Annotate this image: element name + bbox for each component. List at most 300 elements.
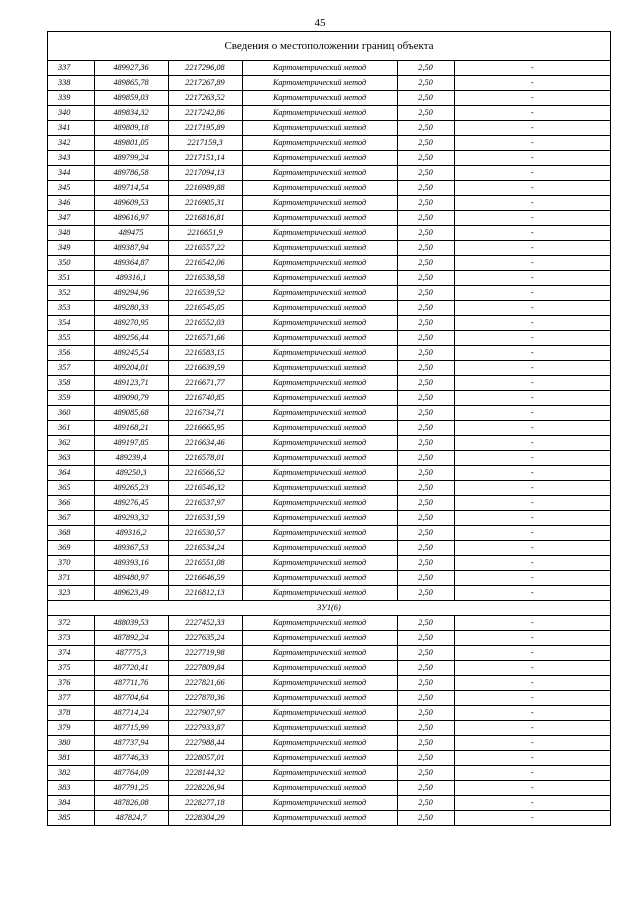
method-cell: Картометрический метод	[242, 331, 397, 346]
method-cell: Картометрический метод	[242, 226, 397, 241]
method-cell: Картометрический метод	[242, 316, 397, 331]
description-cell: -	[454, 721, 610, 736]
point-number: 355	[48, 331, 94, 346]
table-row	[48, 811, 610, 826]
description-cell: -	[454, 391, 610, 406]
method-cell: Картометрический метод	[242, 511, 397, 526]
method-cell: Картометрический метод	[242, 736, 397, 751]
coord-y: 2216545,05	[168, 301, 242, 316]
table-row	[48, 586, 610, 601]
table-row	[48, 526, 610, 541]
description-cell: -	[454, 436, 610, 451]
description-cell: -	[454, 751, 610, 766]
table-row	[48, 166, 610, 181]
description-cell: -	[454, 136, 610, 151]
point-number: 370	[48, 556, 94, 571]
method-cell: Картометрический метод	[242, 496, 397, 511]
coord-x: 489786,58	[94, 166, 168, 181]
coord-y: 2216639,59	[168, 361, 242, 376]
accuracy-cell: 2,50	[397, 331, 454, 346]
coord-x: 489393,16	[94, 556, 168, 571]
coord-x: 487791,25	[94, 781, 168, 796]
method-cell: Картометрический метод	[242, 691, 397, 706]
coord-x: 489859,03	[94, 91, 168, 106]
description-cell: -	[454, 196, 610, 211]
accuracy-cell: 2,50	[397, 136, 454, 151]
coord-x: 487720,41	[94, 661, 168, 676]
table-row	[48, 256, 610, 271]
table-row	[48, 121, 610, 136]
table-row	[48, 661, 610, 676]
method-cell: Картометрический метод	[242, 421, 397, 436]
point-number: 385	[48, 811, 94, 826]
method-cell: Картометрический метод	[242, 121, 397, 136]
accuracy-cell: 2,50	[397, 571, 454, 586]
point-number: 358	[48, 376, 94, 391]
method-cell: Картометрический метод	[242, 286, 397, 301]
accuracy-cell: 2,50	[397, 151, 454, 166]
coord-y: 2227635,24	[168, 631, 242, 646]
coord-y: 2227870,36	[168, 691, 242, 706]
table-row	[48, 436, 610, 451]
point-number: 350	[48, 256, 94, 271]
coord-x: 489623,49	[94, 586, 168, 601]
coord-y: 2216546,32	[168, 481, 242, 496]
accuracy-cell: 2,50	[397, 556, 454, 571]
coord-y: 2228226,94	[168, 781, 242, 796]
table-row	[48, 196, 610, 211]
coord-x: 489204,01	[94, 361, 168, 376]
method-cell: Картометрический метод	[242, 481, 397, 496]
method-cell: Картометрический метод	[242, 466, 397, 481]
table-row	[48, 721, 610, 736]
point-number: 374	[48, 646, 94, 661]
method-cell: Картометрический метод	[242, 256, 397, 271]
point-number: 344	[48, 166, 94, 181]
table-row	[48, 241, 610, 256]
point-number: 362	[48, 436, 94, 451]
coord-x: 487824,7	[94, 811, 168, 826]
method-cell: Картометрический метод	[242, 676, 397, 691]
coord-x: 487746,33	[94, 751, 168, 766]
coord-x: 489367,53	[94, 541, 168, 556]
coord-x: 489801,05	[94, 136, 168, 151]
coord-x: 489168,21	[94, 421, 168, 436]
point-number: 376	[48, 676, 94, 691]
table-row	[48, 646, 610, 661]
point-number: 340	[48, 106, 94, 121]
coord-y: 2228304,29	[168, 811, 242, 826]
method-cell: Картометрический метод	[242, 451, 397, 466]
coord-y: 2227809,84	[168, 661, 242, 676]
point-number: 353	[48, 301, 94, 316]
accuracy-cell: 2,50	[397, 541, 454, 556]
coord-y: 2216539,52	[168, 286, 242, 301]
method-cell: Картометрический метод	[242, 61, 397, 76]
coord-x: 487711,76	[94, 676, 168, 691]
accuracy-cell: 2,50	[397, 121, 454, 136]
point-number: 352	[48, 286, 94, 301]
coord-x: 489090,79	[94, 391, 168, 406]
coord-y: 2216534,24	[168, 541, 242, 556]
accuracy-cell: 2,50	[397, 301, 454, 316]
description-cell: -	[454, 361, 610, 376]
description-cell: -	[454, 496, 610, 511]
method-cell: Картометрический метод	[242, 781, 397, 796]
description-cell: -	[454, 796, 610, 811]
description-cell: -	[454, 331, 610, 346]
coord-x: 489123,71	[94, 376, 168, 391]
description-cell: -	[454, 346, 610, 361]
accuracy-cell: 2,50	[397, 406, 454, 421]
description-cell: -	[454, 151, 610, 166]
point-number: 383	[48, 781, 94, 796]
method-cell: Картометрический метод	[242, 361, 397, 376]
point-number: 357	[48, 361, 94, 376]
coord-y: 2216905,31	[168, 196, 242, 211]
coord-x: 489245,54	[94, 346, 168, 361]
coord-y: 2216542,06	[168, 256, 242, 271]
coordinates-table	[48, 61, 610, 826]
coord-y: 2227452,33	[168, 616, 242, 631]
point-number: 338	[48, 76, 94, 91]
method-cell: Картометрический метод	[242, 136, 397, 151]
point-number: 365	[48, 481, 94, 496]
coord-y: 2216651,9	[168, 226, 242, 241]
table-row	[48, 421, 610, 436]
accuracy-cell: 2,50	[397, 721, 454, 736]
coord-y: 2216812,13	[168, 586, 242, 601]
description-cell: -	[454, 181, 610, 196]
coord-x: 489256,44	[94, 331, 168, 346]
accuracy-cell: 2,50	[397, 706, 454, 721]
table-body-part2	[48, 616, 610, 826]
coord-y: 2217195,89	[168, 121, 242, 136]
accuracy-cell: 2,50	[397, 211, 454, 226]
accuracy-cell: 2,50	[397, 181, 454, 196]
section-label: ЗУ1(6)	[48, 601, 610, 616]
point-number: 382	[48, 766, 94, 781]
coord-x: 489714,54	[94, 181, 168, 196]
description-cell: -	[454, 301, 610, 316]
coord-y: 2217159,3	[168, 136, 242, 151]
coord-y: 2217151,14	[168, 151, 242, 166]
coord-y: 2216557,22	[168, 241, 242, 256]
point-number: 379	[48, 721, 94, 736]
accuracy-cell: 2,50	[397, 61, 454, 76]
accuracy-cell: 2,50	[397, 676, 454, 691]
coord-x: 489834,32	[94, 106, 168, 121]
coord-x: 487826,08	[94, 796, 168, 811]
accuracy-cell: 2,50	[397, 436, 454, 451]
coord-y: 2217263,52	[168, 91, 242, 106]
table-row	[48, 766, 610, 781]
coord-y: 2216571,66	[168, 331, 242, 346]
method-cell: Картометрический метод	[242, 751, 397, 766]
accuracy-cell: 2,50	[397, 661, 454, 676]
coord-x: 489387,94	[94, 241, 168, 256]
point-number: 369	[48, 541, 94, 556]
table-row	[48, 706, 610, 721]
point-number: 345	[48, 181, 94, 196]
method-cell: Картометрический метод	[242, 661, 397, 676]
coord-y: 2217296,08	[168, 61, 242, 76]
table-row	[48, 391, 610, 406]
coord-y: 2216578,01	[168, 451, 242, 466]
accuracy-cell: 2,50	[397, 346, 454, 361]
description-cell: -	[454, 76, 610, 91]
accuracy-cell: 2,50	[397, 496, 454, 511]
point-number: 366	[48, 496, 94, 511]
method-cell: Картометрический метод	[242, 541, 397, 556]
coord-x: 489085,68	[94, 406, 168, 421]
description-cell: -	[454, 691, 610, 706]
table-row	[48, 331, 610, 346]
description-cell: -	[454, 676, 610, 691]
table-row	[48, 76, 610, 91]
description-cell: -	[454, 256, 610, 271]
coord-x: 487737,94	[94, 736, 168, 751]
coord-y: 2216531,59	[168, 511, 242, 526]
coord-x: 487892,24	[94, 631, 168, 646]
point-number: 371	[48, 571, 94, 586]
accuracy-cell: 2,50	[397, 751, 454, 766]
coord-x: 489293,32	[94, 511, 168, 526]
coord-x: 489280,33	[94, 301, 168, 316]
coord-y: 2228057,01	[168, 751, 242, 766]
description-cell: -	[454, 61, 610, 76]
description-cell: -	[454, 526, 610, 541]
accuracy-cell: 2,50	[397, 646, 454, 661]
method-cell: Картометрический метод	[242, 166, 397, 181]
coord-x: 487764,09	[94, 766, 168, 781]
description-cell: -	[454, 541, 610, 556]
description-cell: -	[454, 586, 610, 601]
method-cell: Картометрический метод	[242, 376, 397, 391]
accuracy-cell: 2,50	[397, 451, 454, 466]
coord-x: 489250,3	[94, 466, 168, 481]
point-number: 384	[48, 796, 94, 811]
coord-y: 2216671,77	[168, 376, 242, 391]
accuracy-cell: 2,50	[397, 376, 454, 391]
method-cell: Картометрический метод	[242, 616, 397, 631]
coord-x: 489276,45	[94, 496, 168, 511]
accuracy-cell: 2,50	[397, 526, 454, 541]
accuracy-cell: 2,50	[397, 616, 454, 631]
coord-x: 489616,97	[94, 211, 168, 226]
method-cell: Картометрический метод	[242, 796, 397, 811]
method-cell: Картометрический метод	[242, 571, 397, 586]
method-cell: Картометрический метод	[242, 526, 397, 541]
description-cell: -	[454, 616, 610, 631]
coord-x: 489609,53	[94, 196, 168, 211]
table-row	[48, 61, 610, 76]
method-cell: Картометрический метод	[242, 181, 397, 196]
table-row	[48, 631, 610, 646]
coord-x: 489316,2	[94, 526, 168, 541]
coord-y: 2217094,13	[168, 166, 242, 181]
description-cell: -	[454, 316, 610, 331]
point-number: 363	[48, 451, 94, 466]
description-cell: -	[454, 556, 610, 571]
coord-y: 2216734,71	[168, 406, 242, 421]
sheet-title: Сведения о местоположении границ объекта	[48, 32, 610, 61]
description-cell: -	[454, 631, 610, 646]
coord-x: 489294,96	[94, 286, 168, 301]
method-cell: Картометрический метод	[242, 706, 397, 721]
coord-y: 2216530,57	[168, 526, 242, 541]
point-number: 349	[48, 241, 94, 256]
description-cell: -	[454, 376, 610, 391]
coord-y: 2227907,97	[168, 706, 242, 721]
description-cell: -	[454, 166, 610, 181]
coord-y: 2216583,15	[168, 346, 242, 361]
accuracy-cell: 2,50	[397, 316, 454, 331]
page-number: 45	[314, 17, 326, 29]
coord-x: 489270,95	[94, 316, 168, 331]
accuracy-cell: 2,50	[397, 226, 454, 241]
point-number: 354	[48, 316, 94, 331]
description-cell: -	[454, 106, 610, 121]
coord-x: 489265,23	[94, 481, 168, 496]
method-cell: Картометрический метод	[242, 721, 397, 736]
description-cell: -	[454, 286, 610, 301]
table-row	[48, 106, 610, 121]
coord-x: 487715,99	[94, 721, 168, 736]
table-row	[48, 796, 610, 811]
boundary-table-sheet	[47, 31, 611, 826]
description-cell: -	[454, 481, 610, 496]
coord-y: 2228144,32	[168, 766, 242, 781]
coord-x: 489475	[94, 226, 168, 241]
table-row	[48, 301, 610, 316]
table-row	[48, 556, 610, 571]
coord-y: 2216740,85	[168, 391, 242, 406]
table-row	[48, 136, 610, 151]
method-cell: Картометрический метод	[242, 766, 397, 781]
point-number: 323	[48, 586, 94, 601]
accuracy-cell: 2,50	[397, 361, 454, 376]
table-section	[48, 601, 610, 616]
coord-y: 2216538,58	[168, 271, 242, 286]
accuracy-cell: 2,50	[397, 106, 454, 121]
method-cell: Картометрический метод	[242, 406, 397, 421]
table-row	[48, 226, 610, 241]
coord-x: 489197,85	[94, 436, 168, 451]
coord-x: 489865,78	[94, 76, 168, 91]
point-number: 378	[48, 706, 94, 721]
description-cell: -	[454, 421, 610, 436]
coord-y: 2216646,59	[168, 571, 242, 586]
method-cell: Картометрический метод	[242, 76, 397, 91]
point-number: 348	[48, 226, 94, 241]
method-cell: Картометрический метод	[242, 346, 397, 361]
coord-y: 2216989,88	[168, 181, 242, 196]
method-cell: Картометрический метод	[242, 151, 397, 166]
accuracy-cell: 2,50	[397, 391, 454, 406]
coord-y: 2227933,87	[168, 721, 242, 736]
point-number: 356	[48, 346, 94, 361]
coord-x: 489316,1	[94, 271, 168, 286]
method-cell: Картометрический метод	[242, 556, 397, 571]
method-cell: Картометрический метод	[242, 271, 397, 286]
point-number: 375	[48, 661, 94, 676]
coord-y: 2227719,98	[168, 646, 242, 661]
coord-y: 2228277,18	[168, 796, 242, 811]
description-cell: -	[454, 646, 610, 661]
point-number: 380	[48, 736, 94, 751]
table-row	[48, 271, 610, 286]
coord-x: 489799,24	[94, 151, 168, 166]
point-number: 361	[48, 421, 94, 436]
table-row	[48, 181, 610, 196]
accuracy-cell: 2,50	[397, 91, 454, 106]
description-cell: -	[454, 571, 610, 586]
accuracy-cell: 2,50	[397, 196, 454, 211]
description-cell: -	[454, 226, 610, 241]
point-number: 347	[48, 211, 94, 226]
description-cell: -	[454, 661, 610, 676]
table-row	[48, 541, 610, 556]
coord-y: 2216551,08	[168, 556, 242, 571]
accuracy-cell: 2,50	[397, 781, 454, 796]
description-cell: -	[454, 466, 610, 481]
table-row	[48, 511, 610, 526]
table-row	[48, 616, 610, 631]
table-row	[48, 151, 610, 166]
coord-y: 2216665,95	[168, 421, 242, 436]
description-cell: -	[454, 121, 610, 136]
accuracy-cell: 2,50	[397, 586, 454, 601]
coord-y: 2216537,97	[168, 496, 242, 511]
coord-y: 2216816,81	[168, 211, 242, 226]
point-number: 337	[48, 61, 94, 76]
method-cell: Картометрический метод	[242, 196, 397, 211]
point-number: 372	[48, 616, 94, 631]
coord-y: 2216634,46	[168, 436, 242, 451]
coord-x: 489809,18	[94, 121, 168, 136]
description-cell: -	[454, 451, 610, 466]
point-number: 341	[48, 121, 94, 136]
method-cell: Картометрический метод	[242, 436, 397, 451]
table-row	[48, 466, 610, 481]
accuracy-cell: 2,50	[397, 271, 454, 286]
accuracy-cell: 2,50	[397, 481, 454, 496]
table-row	[48, 316, 610, 331]
section-row	[48, 601, 610, 616]
accuracy-cell: 2,50	[397, 766, 454, 781]
description-cell: -	[454, 241, 610, 256]
accuracy-cell: 2,50	[397, 631, 454, 646]
coord-x: 489927,36	[94, 61, 168, 76]
table-row	[48, 751, 610, 766]
coord-y: 2217242,86	[168, 106, 242, 121]
coord-x: 487704,64	[94, 691, 168, 706]
accuracy-cell: 2,50	[397, 76, 454, 91]
method-cell: Картометрический метод	[242, 211, 397, 226]
table-row	[48, 361, 610, 376]
coord-x: 489239,4	[94, 451, 168, 466]
point-number: 364	[48, 466, 94, 481]
point-number: 359	[48, 391, 94, 406]
accuracy-cell: 2,50	[397, 421, 454, 436]
table-row	[48, 691, 610, 706]
description-cell: -	[454, 706, 610, 721]
table-row	[48, 91, 610, 106]
description-cell: -	[454, 271, 610, 286]
accuracy-cell: 2,50	[397, 796, 454, 811]
description-cell: -	[454, 736, 610, 751]
